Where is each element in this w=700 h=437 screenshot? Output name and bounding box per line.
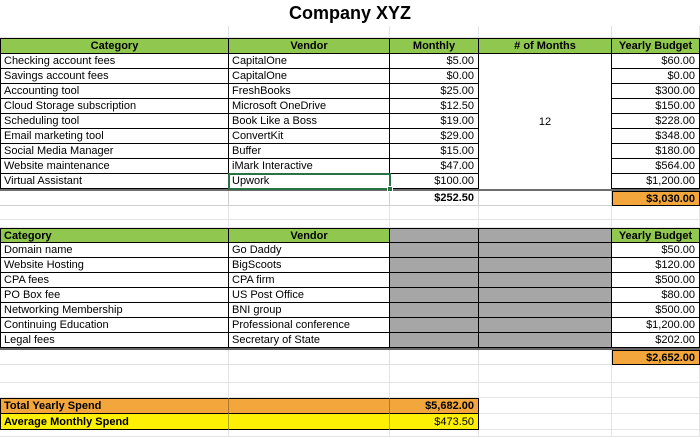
disabled-monthly-cell[interactable] <box>390 258 479 273</box>
vendor-cell[interactable]: FreshBooks <box>229 84 390 99</box>
table1-header-row <box>0 38 700 54</box>
yearly-cell[interactable]: $120.00 <box>612 258 700 273</box>
yearly-cell[interactable]: $180.00 <box>612 144 700 159</box>
summary-label-cell[interactable]: Total Yearly Spend <box>0 398 229 414</box>
budget-row <box>0 318 700 333</box>
column-header-vendor[interactable]: Vendor <box>229 38 390 54</box>
disabled-months-cell[interactable] <box>479 333 612 348</box>
disabled-monthly-header-cell[interactable] <box>390 228 479 243</box>
column-header-yearly[interactable]: Yearly Budget <box>612 228 700 243</box>
yearly-cell[interactable]: $500.00 <box>612 303 700 318</box>
yearly-cell[interactable]: $50.00 <box>612 243 700 258</box>
vendor-cell[interactable]: Book Like a Boss <box>229 114 390 129</box>
category-cell[interactable]: Virtual Assistant <box>0 174 229 189</box>
summary-label-cell[interactable]: Average Monthly Spend <box>0 414 229 430</box>
table2-body <box>0 243 700 348</box>
category-cell[interactable]: PO Box fee <box>0 288 229 303</box>
vendor-cell[interactable]: Upwork <box>229 174 390 189</box>
average-monthly-spend-row <box>0 414 700 430</box>
budget-row <box>0 243 700 258</box>
disabled-months-cell[interactable] <box>479 258 612 273</box>
empty-grid-row <box>0 206 700 220</box>
disabled-months-cell[interactable] <box>479 303 612 318</box>
sheet-title: Company XYZ <box>288 2 412 23</box>
vendor-cell[interactable]: CapitalOne <box>229 69 390 84</box>
column-header-months[interactable]: # of Months <box>479 38 612 54</box>
yearly-cell[interactable]: $0.00 <box>612 69 700 84</box>
budget-row <box>0 258 700 273</box>
category-cell[interactable]: Domain name <box>0 243 229 258</box>
yearly-cell[interactable]: $564.00 <box>612 159 700 174</box>
vendor-cell[interactable]: Go Daddy <box>229 243 390 258</box>
yearly-cell[interactable]: $1,200.00 <box>612 318 700 333</box>
yearly-cell[interactable]: $80.00 <box>612 288 700 303</box>
total-yearly-spend-row <box>0 398 700 414</box>
category-cell[interactable]: Email marketing tool <box>0 129 229 144</box>
monthly-cell[interactable]: $5.00 <box>390 54 479 69</box>
vendor-cell[interactable]: Secretary of State <box>229 333 390 348</box>
category-cell[interactable]: Website maintenance <box>0 159 229 174</box>
disabled-monthly-cell[interactable] <box>390 288 479 303</box>
yearly-cell[interactable]: $60.00 <box>612 54 700 69</box>
category-cell[interactable]: Savings account fees <box>0 69 229 84</box>
vendor-cell[interactable]: Microsoft OneDrive <box>229 99 390 114</box>
months-value: 12 <box>538 115 552 128</box>
empty-cell[interactable] <box>229 350 390 365</box>
summary-value-cell[interactable]: $5,682.00 <box>390 398 479 414</box>
column-header-category[interactable]: Category <box>0 38 229 54</box>
budget-row <box>0 333 700 348</box>
yearly-cell[interactable]: $202.00 <box>612 333 700 348</box>
category-cell[interactable]: Social Media Manager <box>0 144 229 159</box>
disabled-monthly-cell[interactable] <box>390 333 479 348</box>
table1-total-row <box>0 189 700 206</box>
category-cell[interactable]: Continuing Education <box>0 318 229 333</box>
category-cell[interactable]: Legal fees <box>0 333 229 348</box>
yearly-cell[interactable]: $1,200.00 <box>612 174 700 189</box>
budget-row <box>0 303 700 318</box>
category-cell[interactable]: CPA fees <box>0 273 229 288</box>
column-header-vendor[interactable]: Vendor <box>229 228 390 243</box>
monthly-cell[interactable]: $15.00 <box>390 144 479 159</box>
empty-grid-row <box>0 220 700 228</box>
empty-cell[interactable] <box>229 191 390 206</box>
monthly-cell[interactable]: $19.00 <box>390 114 479 129</box>
yearly-cell[interactable]: $348.00 <box>612 129 700 144</box>
column-header-yearly[interactable]: Yearly Budget <box>612 38 700 54</box>
yearly-total-cell[interactable]: $2,652.00 <box>612 350 700 365</box>
empty-grid-row <box>0 430 700 437</box>
column-header-category[interactable]: Category <box>0 228 229 243</box>
yearly-cell[interactable]: $228.00 <box>612 114 700 129</box>
vendor-cell[interactable]: CapitalOne <box>229 54 390 69</box>
summary-value-cell[interactable]: $473.50 <box>390 414 479 430</box>
monthly-cell[interactable]: $25.00 <box>390 84 479 99</box>
category-cell[interactable]: Scheduling tool <box>0 114 229 129</box>
empty-cell[interactable] <box>0 350 229 365</box>
monthly-cell[interactable]: $29.00 <box>390 129 479 144</box>
empty-cell[interactable] <box>479 191 612 206</box>
category-cell[interactable]: Website Hosting <box>0 258 229 273</box>
empty-grid-row <box>0 383 700 398</box>
monthly-cell[interactable]: $47.00 <box>390 159 479 174</box>
vendor-cell[interactable]: iMark Interactive <box>229 159 390 174</box>
disabled-monthly-cell[interactable] <box>390 318 479 333</box>
yearly-total-cell[interactable]: $3,030.00 <box>612 191 700 206</box>
category-cell[interactable]: Cloud Storage subscription <box>0 99 229 114</box>
category-cell[interactable]: Checking account fees <box>0 54 229 69</box>
vendor-cell[interactable]: US Post Office <box>229 288 390 303</box>
disabled-months-cell[interactable] <box>479 318 612 333</box>
disabled-months-cell[interactable] <box>479 273 612 288</box>
vendor-cell[interactable]: ConvertKit <box>229 129 390 144</box>
monthly-cell[interactable]: $12.50 <box>390 99 479 114</box>
disabled-months-cell[interactable] <box>479 288 612 303</box>
category-cell[interactable]: Accounting tool <box>0 84 229 99</box>
table2-total-row <box>0 348 700 365</box>
months-merged-cell[interactable] <box>479 54 612 189</box>
empty-cell[interactable] <box>479 350 612 365</box>
vendor-cell[interactable]: CPA firm <box>229 273 390 288</box>
empty-grid-row <box>0 26 700 38</box>
monthly-total-cell[interactable]: $252.50 <box>390 191 479 206</box>
category-cell[interactable]: Networking Membership <box>0 303 229 318</box>
vendor-cell[interactable]: Buffer <box>229 144 390 159</box>
disabled-monthly-cell[interactable] <box>390 273 479 288</box>
disabled-monthly-cell[interactable] <box>390 243 479 258</box>
vendor-cell[interactable]: Professional conference <box>229 318 390 333</box>
column-header-monthly[interactable]: Monthly <box>390 38 479 54</box>
table2-header-row <box>0 228 700 243</box>
yearly-cell[interactable]: $150.00 <box>612 99 700 114</box>
empty-cell[interactable] <box>0 191 229 206</box>
empty-cell[interactable] <box>229 414 390 430</box>
empty-cell[interactable] <box>229 398 390 414</box>
disabled-months-header-cell[interactable] <box>479 228 612 243</box>
yearly-cell[interactable]: $500.00 <box>612 273 700 288</box>
disabled-months-cell[interactable] <box>479 243 612 258</box>
empty-cell[interactable] <box>390 350 479 365</box>
monthly-cell[interactable]: $100.00 <box>390 174 479 189</box>
budget-row <box>0 273 700 288</box>
yearly-cell[interactable]: $300.00 <box>612 84 700 99</box>
empty-grid-row <box>0 365 700 383</box>
vendor-cell[interactable]: BigScoots <box>229 258 390 273</box>
monthly-cell[interactable]: $0.00 <box>390 69 479 84</box>
budget-row <box>0 288 700 303</box>
disabled-monthly-cell[interactable] <box>390 303 479 318</box>
vendor-cell[interactable]: BNI group <box>229 303 390 318</box>
